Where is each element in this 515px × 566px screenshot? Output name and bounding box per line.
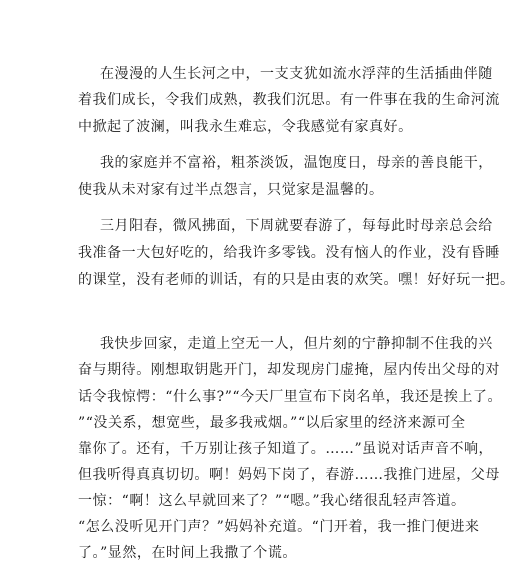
text-line: 了。”显然，在时间上我撒了个谎。 [78,545,297,561]
text-line: “怎么没听见开门声？”妈妈补充道。“门开着，我一推门便进来 [78,519,480,535]
text-line: 话令我惊愕：“什么事?”“今天厂里宣布下岗名单，我还是挨上了。 [78,389,503,405]
text-line: 我快步回家，走道上空无一人，但片刻的宁静抑制不住我的兴 [100,336,493,352]
text-line: 三月阳春，微风拂面，下周就要春游了，每每此时母亲总会给 [100,218,493,234]
text-line: 我的家庭并不富裕，粗茶淡饭，温饱度日，母亲的善良能干， [100,155,493,171]
text-line: 一惊：“啊！这么早就回来了？”“嗯。”我心绪很乱轻声答道。 [78,493,466,509]
text-line: 着我们成长，令我们成熟，教我们沉思。有一件事在我的生命河流 [78,92,500,108]
text-line: 在漫漫的人生长河之中，一支支犹如流水浮萍的生活插曲伴随 [100,66,493,82]
text-line: 我准备一大包好吃的，给我许多零钱。没有恼人的作业，没有昏睡 [78,245,500,261]
text-line: 的课堂，没有老师的训话，有的只是由衷的欢笑。嘿！好好玩一把。 [78,272,515,288]
text-line: 使我从未对家有过半点怨言，只觉家是温馨的。 [78,182,384,198]
text-line: ”“没关系，想宽些，最多我戒烟。”“以后家里的经济来源可全 [78,415,466,431]
text-line: 但我听得真真切切。啊！妈妈下岗了，春游……我推门进屋，父母 [78,467,500,483]
text-line: 靠你了。还有，千万别让孩子知道了。……”虽说对话声音不响， [78,441,494,457]
text-line: 中掀起了波澜，叫我永生难忘，令我感觉有家真好。 [78,119,413,135]
text-line: 奋与期待。刚想取钥匙开门，却发现房门虚掩，屋内传出父母的对 [78,362,500,378]
